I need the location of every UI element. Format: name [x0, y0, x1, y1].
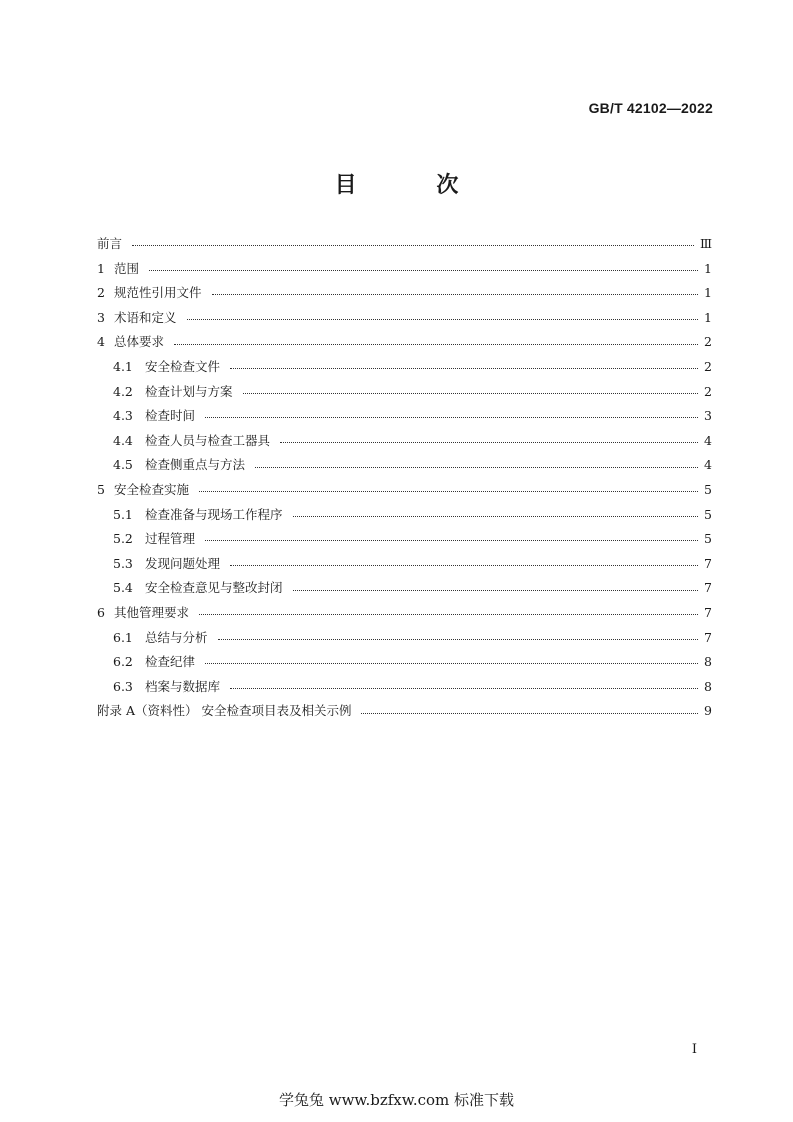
toc-dot-leader — [255, 467, 698, 468]
toc-entry-label: 其他管理要求 — [114, 604, 190, 620]
toc-entry-label: 附录 A（资料性） 安全检查项目表及相关示例 — [97, 703, 352, 719]
toc-dot-leader — [187, 319, 698, 320]
toc-entry-number: 1 — [97, 260, 105, 276]
toc-entry-page: 8 — [704, 654, 712, 670]
toc-entry[interactable] — [97, 330, 712, 355]
toc-entry-page: 7 — [704, 580, 712, 596]
toc-entry-number: 4 — [97, 334, 105, 350]
toc-entry-page: 5 — [704, 481, 712, 497]
toc-entry[interactable] — [97, 552, 712, 577]
toc-entry-label: 检查人员与检查工器具 — [145, 432, 271, 448]
toc-entry-number: 4.1 — [113, 358, 133, 374]
toc-entry[interactable] — [97, 429, 712, 454]
toc-dot-leader — [230, 565, 698, 566]
toc-entry[interactable] — [97, 527, 712, 552]
toc-entry-page: 7 — [704, 629, 712, 645]
toc-entry[interactable] — [97, 503, 712, 528]
toc-entry[interactable] — [97, 699, 712, 724]
page-number: I — [691, 1042, 697, 1057]
toc-entry[interactable] — [97, 380, 712, 405]
toc-dot-leader — [149, 270, 698, 271]
toc-entry-page: 1 — [704, 309, 712, 325]
toc-entry-number: 6 — [97, 604, 105, 620]
toc-entry-number: 4.2 — [113, 383, 133, 399]
toc-entry-label: 发现问题处理 — [145, 555, 221, 571]
toc-entry-page: 2 — [704, 334, 712, 350]
toc-entry[interactable] — [97, 404, 712, 429]
toc-entry-number: 4.4 — [113, 432, 133, 448]
toc-entry-label: 档案与数据库 — [145, 678, 221, 694]
toc-entry[interactable] — [97, 453, 712, 478]
toc-dot-leader — [243, 393, 698, 394]
toc-dot-leader — [361, 713, 698, 714]
toc-entry-page: Ⅲ — [699, 236, 712, 251]
toc-entry-label: 过程管理 — [145, 531, 196, 547]
toc-entry[interactable] — [97, 306, 712, 331]
toc-entry-number: 5.1 — [113, 506, 133, 522]
toc-entry-label: 检查准备与现场工作程序 — [145, 506, 283, 522]
toc-entry[interactable] — [97, 478, 712, 503]
toc-entry-page: 5 — [704, 531, 712, 547]
toc-entry-label: 安全检查意见与整改封闭 — [145, 580, 283, 596]
toc-entry-label: 安全检查实施 — [114, 481, 190, 497]
toc-entry-number: 5.4 — [113, 580, 133, 596]
toc-entry-number: 6.1 — [113, 629, 133, 645]
toc-entry-page: 9 — [704, 703, 712, 719]
toc-dot-leader — [280, 442, 698, 443]
toc-entry-number: 3 — [97, 309, 105, 325]
toc-entry-page: 7 — [704, 604, 712, 620]
toc-entry-page: 8 — [704, 678, 712, 694]
toc-entry[interactable] — [97, 601, 712, 626]
toc-dot-leader — [212, 294, 698, 295]
toc-entry-page: 7 — [704, 555, 712, 571]
toc-entry-label: 总结与分析 — [145, 629, 208, 645]
toc-entry[interactable] — [97, 257, 712, 282]
toc-dot-leader — [293, 590, 698, 591]
toc-entry-number: 4.5 — [113, 457, 133, 473]
toc-entry-label: 前言 — [97, 236, 123, 251]
toc-entry-number: 2 — [97, 285, 105, 301]
toc-entry-page: 4 — [704, 432, 712, 448]
toc-dot-leader — [205, 663, 698, 664]
toc-entry-label: 检查计划与方案 — [145, 383, 233, 399]
toc-entry[interactable] — [97, 626, 712, 651]
toc-dot-leader — [174, 344, 698, 345]
toc-entry-page: 2 — [704, 358, 712, 374]
toc-dot-leader — [199, 491, 698, 492]
toc-dot-leader — [230, 368, 698, 369]
toc-entry-page: 2 — [704, 383, 712, 399]
toc-entry-label: 安全检查文件 — [145, 358, 221, 374]
toc-entry-number: 6.3 — [113, 678, 133, 694]
toc-entry[interactable] — [97, 281, 712, 306]
table-of-contents — [97, 232, 712, 724]
toc-entry-number: 6.2 — [113, 654, 133, 670]
toc-entry-label: 检查侧重点与方法 — [145, 457, 246, 473]
toc-entry[interactable] — [97, 355, 712, 380]
toc-dot-leader — [205, 417, 698, 418]
toc-entry-page: 3 — [704, 408, 712, 424]
toc-entry-label: 规范性引用文件 — [114, 285, 202, 301]
toc-dot-leader — [205, 540, 698, 541]
toc-entry-label: 范围 — [114, 260, 140, 276]
toc-entry[interactable] — [97, 675, 712, 700]
toc-entry[interactable] — [97, 232, 712, 257]
toc-entry-page: 1 — [704, 260, 712, 276]
toc-dot-leader — [293, 516, 698, 517]
standard-number: GB/T 42102—2022 — [588, 100, 713, 116]
toc-entry-number: 4.3 — [113, 408, 133, 424]
toc-entry-number: 5 — [97, 481, 105, 497]
toc-dot-leader — [199, 614, 698, 615]
toc-dot-leader — [218, 639, 698, 640]
toc-entry-page: 4 — [704, 457, 712, 473]
toc-entry-label: 检查时间 — [145, 408, 196, 424]
watermark-text: 学兔兔 www.bzfxw.com 标准下载 — [278, 1091, 515, 1109]
toc-entry-label: 检查纪律 — [145, 654, 196, 670]
toc-dot-leader — [132, 245, 694, 246]
toc-dot-leader — [230, 688, 698, 689]
toc-entry-label: 总体要求 — [114, 334, 165, 350]
toc-entry[interactable] — [97, 650, 712, 675]
toc-entry-page: 1 — [704, 285, 712, 301]
toc-entry-number: 5.3 — [113, 555, 133, 571]
toc-entry-number: 5.2 — [113, 531, 133, 547]
toc-entry[interactable] — [97, 576, 712, 601]
toc-entry-label: 术语和定义 — [114, 309, 177, 325]
toc-entry-page: 5 — [704, 506, 712, 522]
page-title: 目 次 — [334, 173, 495, 198]
